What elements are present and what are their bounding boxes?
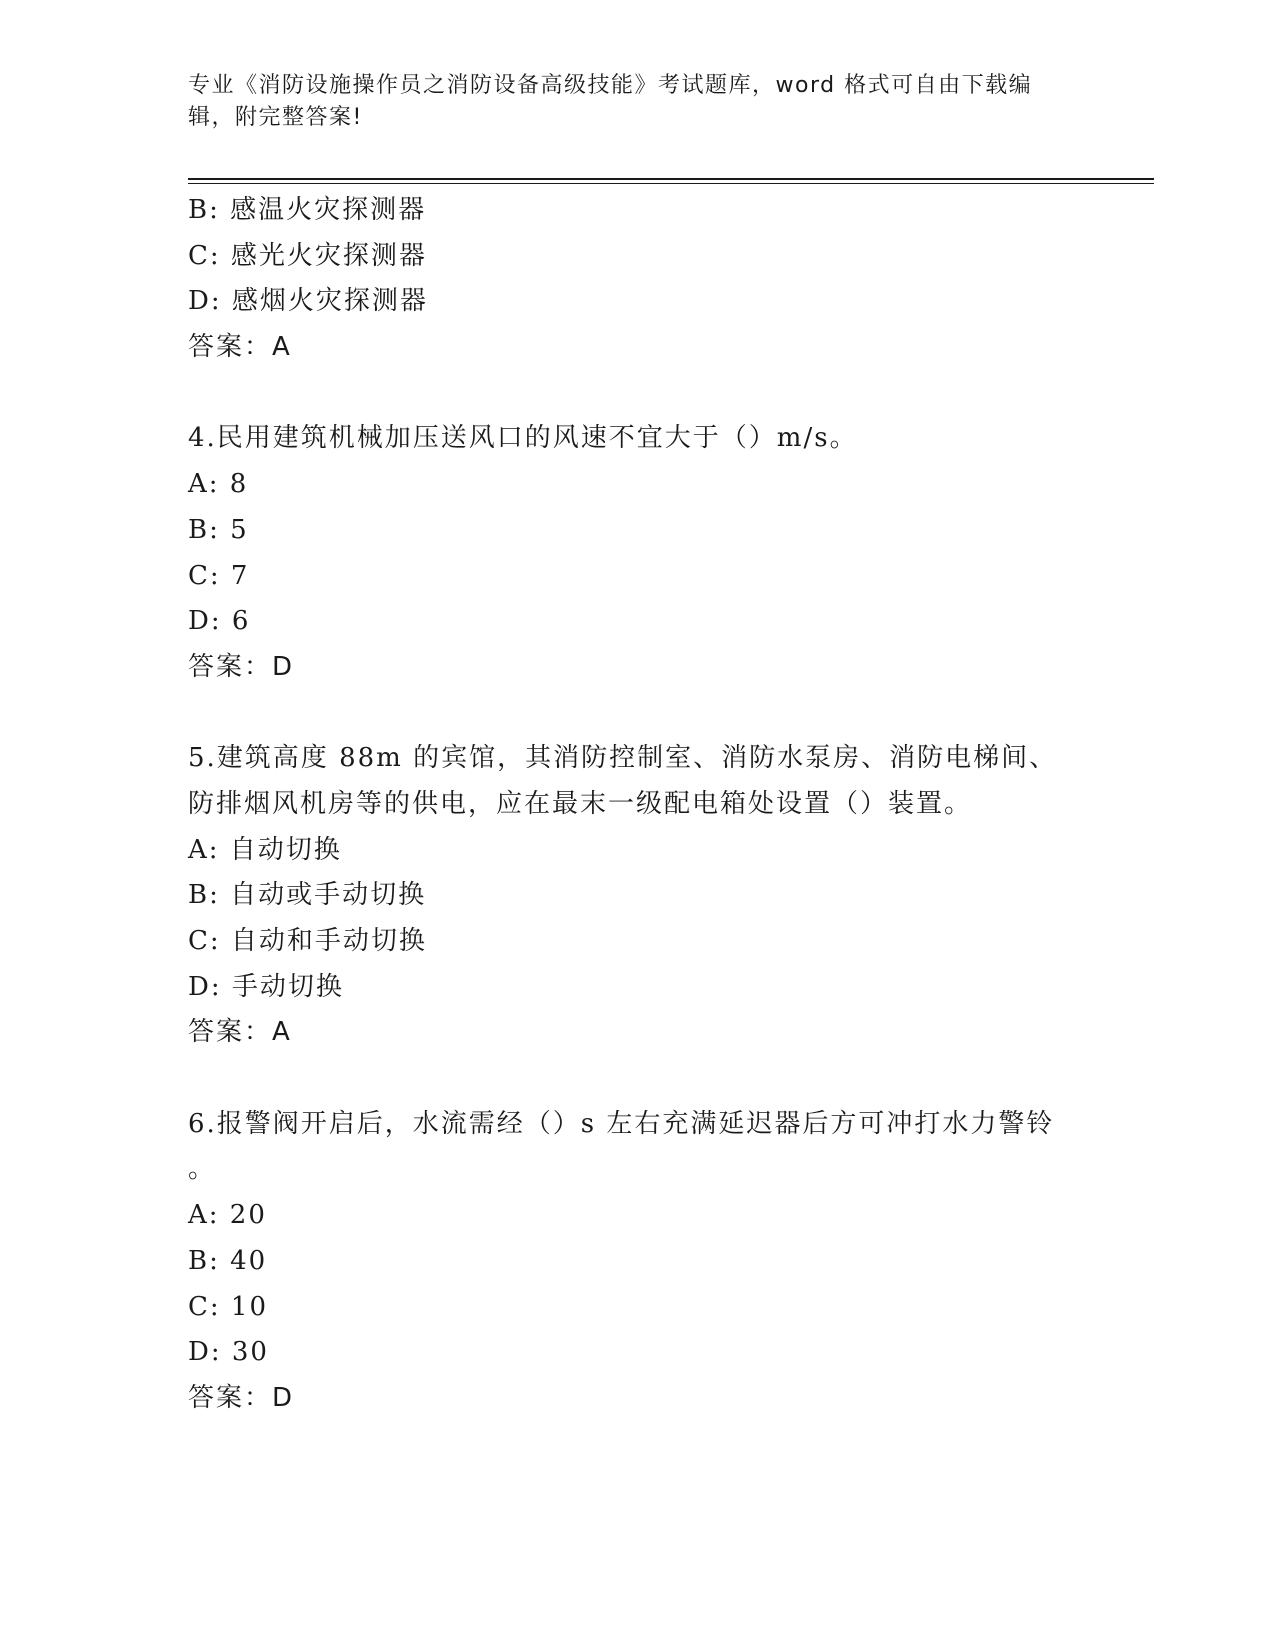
answer-line: 答案：D bbox=[188, 651, 295, 682]
spacer bbox=[188, 371, 1088, 417]
option-d: D: 30 bbox=[188, 1337, 269, 1368]
option-c: C: 自动和手动切换 bbox=[188, 926, 427, 956]
question-3-block bbox=[188, 188, 1088, 371]
question-text-line-1: 6.报警阀开启后，水流需经（）s 左右充满延迟器后方可冲打水力警铃 bbox=[188, 1108, 1055, 1139]
option-b: B: 40 bbox=[188, 1245, 268, 1276]
spacer bbox=[188, 1056, 1088, 1102]
header-divider-thin bbox=[188, 183, 1154, 184]
question-6-block bbox=[188, 1102, 1088, 1422]
spacer bbox=[188, 691, 1088, 737]
option-b: B: 感温火灾探测器 bbox=[188, 195, 427, 225]
header-line-1: 专业《消防设施操作员之消防设备高级技能》考试题库，word 格式可自由下载编 bbox=[188, 73, 1033, 98]
question-text: 4.民用建筑机械加压送风口的风速不宜大于（）m/s。 bbox=[188, 423, 858, 454]
answer-line: 答案：D bbox=[188, 1382, 295, 1413]
option-b: B: 5 bbox=[188, 514, 249, 545]
option-a: A: 自动切换 bbox=[188, 834, 342, 865]
answer-line: 答案：A bbox=[188, 1017, 292, 1048]
option-d: D: 6 bbox=[188, 606, 251, 637]
question-text-line-2: 防排烟风机房等的供电，应在最末一级配电箱处设置（）装置。 bbox=[188, 788, 973, 819]
question-4-block bbox=[188, 416, 1088, 690]
option-a: A: 20 bbox=[188, 1200, 267, 1231]
option-c: C: 10 bbox=[188, 1291, 269, 1322]
option-c: C: 感光火灾探测器 bbox=[188, 240, 427, 271]
option-a: A: 8 bbox=[188, 469, 249, 500]
option-d: D: 感烟火灾探测器 bbox=[188, 286, 428, 317]
question-text-line-1: 5.建筑高度 88m 的宾馆，其消防控制室、消防水泵房、消防电梯间、 bbox=[188, 743, 1058, 774]
option-d: D: 手动切换 bbox=[188, 971, 344, 1002]
answer-line: 答案：A bbox=[188, 332, 292, 363]
option-b: B: 自动或手动切换 bbox=[188, 880, 427, 911]
option-c: C: 7 bbox=[188, 560, 250, 591]
document-header bbox=[188, 70, 1068, 134]
question-text-line-2: 。 bbox=[188, 1154, 217, 1185]
header-divider-thick bbox=[188, 178, 1154, 180]
question-5-block bbox=[188, 736, 1088, 1056]
question-list bbox=[188, 188, 1088, 1422]
header-line-2: 辑，附完整答案! bbox=[188, 105, 363, 130]
